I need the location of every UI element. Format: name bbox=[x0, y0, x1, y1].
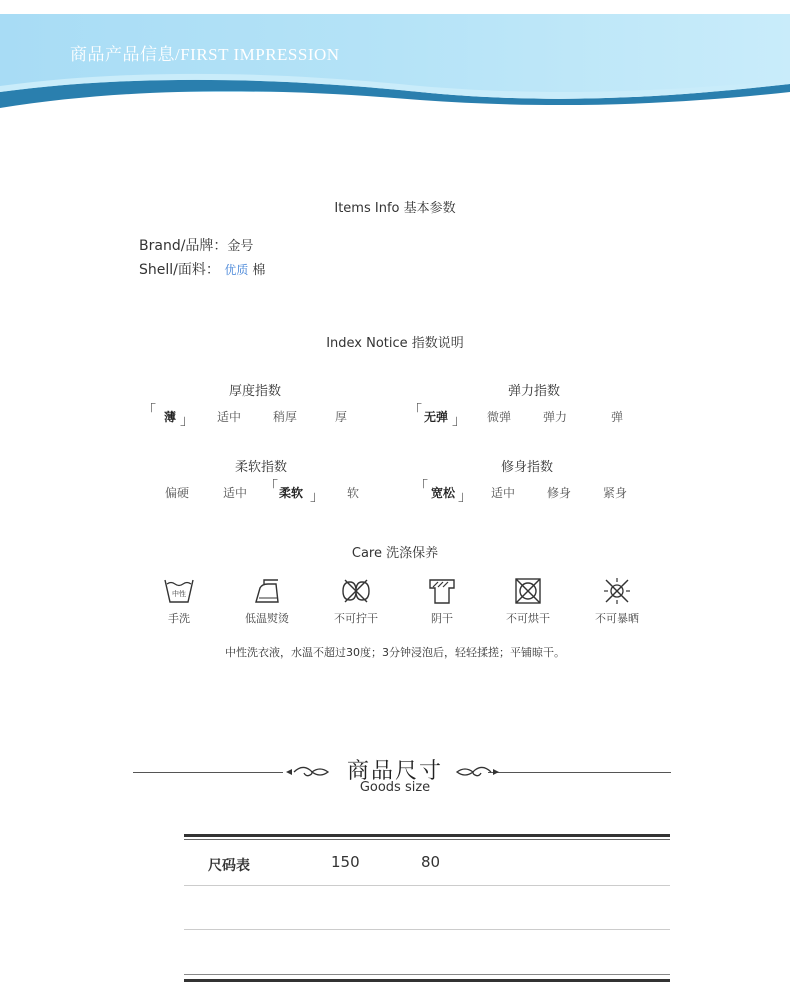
goods-size-subtitle: Goods size bbox=[359, 780, 431, 795]
table-bottom-rule bbox=[184, 979, 670, 982]
hand-wash-icon bbox=[162, 576, 196, 606]
brand-label: Brand/品牌： bbox=[139, 238, 228, 254]
elasticity-scale bbox=[406, 402, 646, 429]
bracket-close: 」 bbox=[310, 489, 324, 505]
shell-value: 棉 bbox=[252, 263, 266, 278]
softness-option-2: 适中 bbox=[222, 486, 247, 500]
shade-dry-icon bbox=[425, 576, 459, 606]
shell-label: Shell/面料： bbox=[139, 262, 220, 278]
thickness-option-2: 适中 bbox=[216, 410, 241, 424]
care-no-wring bbox=[316, 576, 396, 626]
elasticity-option-3: 弹力 bbox=[542, 410, 567, 424]
bracket-close: 」 bbox=[458, 489, 472, 505]
brand-row bbox=[139, 235, 253, 255]
elasticity-option-4: 弹 bbox=[610, 410, 623, 424]
fit-option-1: 宽松 bbox=[430, 486, 455, 500]
bracket-close: 」 bbox=[452, 413, 466, 429]
care-no-tumble-dry bbox=[488, 576, 568, 626]
care-label-hand-wash: 手洗 bbox=[168, 612, 190, 625]
hand-wash-icon-text: 中性 bbox=[172, 590, 186, 598]
fit-option-4: 紧身 bbox=[602, 486, 627, 500]
fit-title: 修身指数 bbox=[500, 460, 553, 475]
softness-option-3: 柔软 bbox=[278, 486, 303, 500]
no-wring-icon bbox=[339, 576, 373, 606]
shell-row bbox=[139, 259, 265, 279]
table-bottom-rule-thin bbox=[184, 974, 670, 975]
care-shade-dry bbox=[402, 576, 482, 626]
low-iron-icon bbox=[250, 576, 284, 606]
goods-size-title: 商品尺寸 bbox=[346, 759, 443, 784]
elasticity-title: 弹力指数 bbox=[507, 384, 560, 399]
softness-title: 柔软指数 bbox=[234, 460, 287, 475]
index-notice-title: Index Notice 指数说明 bbox=[326, 336, 464, 351]
care-low-iron bbox=[227, 576, 307, 626]
table-col-150: 150 bbox=[331, 853, 360, 871]
table-col-80: 80 bbox=[421, 853, 441, 871]
care-title: Care 洗涤保养 bbox=[351, 546, 439, 561]
care-label-no-sun: 不可暴晒 bbox=[595, 612, 639, 625]
items-info-title: Items Info 基本参数 bbox=[334, 201, 456, 216]
softness-option-4: 软 bbox=[346, 486, 359, 500]
thickness-scale bbox=[140, 402, 380, 429]
care-no-sun bbox=[577, 576, 657, 626]
bracket-close: 」 bbox=[180, 413, 194, 429]
no-sun-icon bbox=[600, 576, 634, 606]
thickness-option-4: 厚 bbox=[334, 410, 347, 424]
bracket-open: 「 bbox=[264, 479, 278, 495]
softness-scale bbox=[150, 478, 390, 505]
care-label-low-iron: 低温熨烫 bbox=[245, 612, 289, 625]
fit-scale bbox=[412, 478, 652, 505]
table-row-divider bbox=[184, 929, 670, 930]
fit-option-3: 修身 bbox=[546, 486, 571, 500]
table-top-rule-thin bbox=[184, 839, 670, 840]
care-hand-wash bbox=[139, 576, 219, 626]
bracket-open: 「 bbox=[414, 479, 428, 495]
bracket-open: 「 bbox=[408, 403, 422, 419]
care-label-no-wring: 不可拧干 bbox=[334, 612, 378, 625]
no-tumble-dry-icon bbox=[511, 576, 545, 606]
table-top-rule bbox=[184, 834, 670, 837]
fit-option-2: 适中 bbox=[490, 486, 515, 500]
thickness-option-1: 薄 bbox=[163, 410, 176, 424]
softness-option-1: 偏硬 bbox=[164, 486, 189, 500]
bracket-open: 「 bbox=[142, 403, 156, 419]
elasticity-option-2: 微弹 bbox=[486, 410, 511, 424]
care-note: 中性洗衣液，水温不超过30度；3分钟浸泡后，轻轻揉搓；平铺晾干。 bbox=[225, 646, 565, 659]
care-label-shade-dry: 阴干 bbox=[431, 612, 453, 625]
thickness-option-3: 稍厚 bbox=[272, 410, 297, 424]
header-title: 商品产品信息/FIRST IMPRESSION bbox=[70, 45, 340, 64]
elasticity-option-1: 无弹 bbox=[423, 410, 448, 424]
brand-value: 金号 bbox=[227, 239, 254, 254]
table-header-size-chart: 尺码表 bbox=[208, 858, 250, 874]
thickness-title: 厚度指数 bbox=[228, 384, 281, 399]
care-label-no-tumble-dry: 不可烘干 bbox=[506, 612, 550, 625]
shell-quality: 优质 bbox=[224, 263, 249, 277]
table-row-divider bbox=[184, 885, 670, 886]
